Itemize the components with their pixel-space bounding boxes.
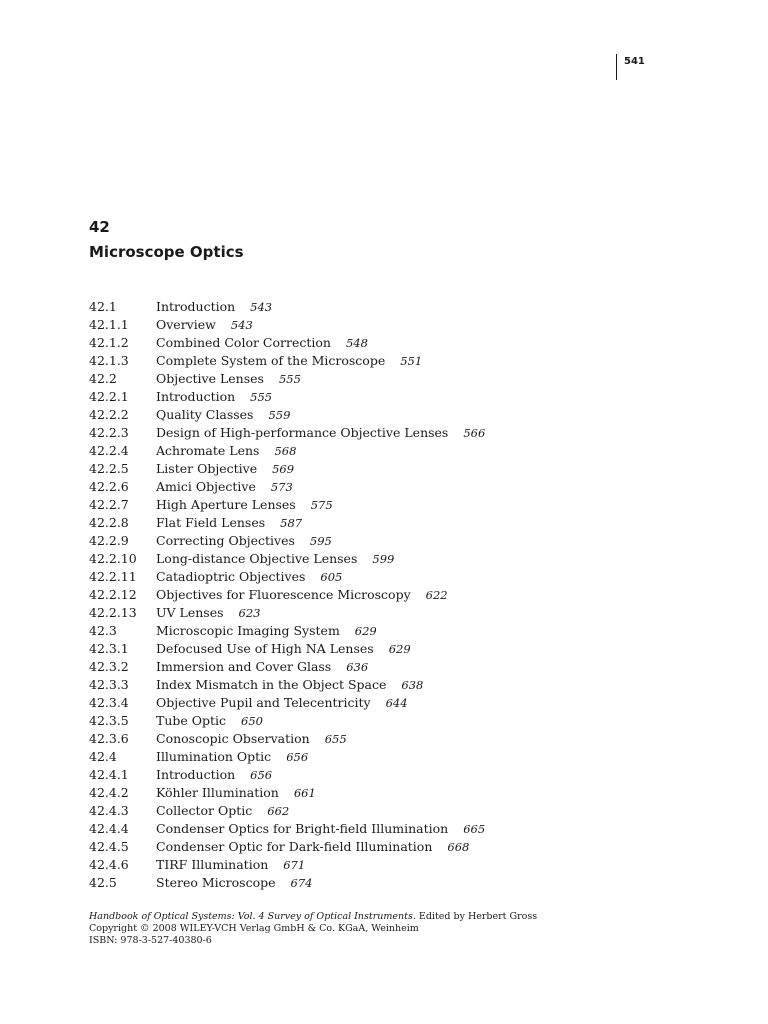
toc-entry [89, 874, 485, 892]
toc-entry-page: 644 [385, 696, 408, 710]
toc-entry-page: 629 [388, 642, 411, 656]
toc-entry-number: 42.4.5 [89, 839, 129, 854]
toc-entry-page: 650 [241, 714, 263, 728]
toc-entry-page: 543 [250, 300, 273, 314]
toc-entry-number: 42.2.6 [89, 479, 129, 494]
toc-entry-title: Objectives for Fluorescence Microscopy [156, 587, 411, 602]
toc-entry-number: 42.2.4 [89, 443, 129, 458]
toc-entry [89, 802, 485, 820]
toc-entry-page: 623 [238, 606, 261, 620]
toc-entry [89, 532, 485, 550]
toc-entry-number: 42.3.5 [89, 713, 129, 728]
toc-entry-title: Stereo Microscope [156, 875, 276, 890]
toc-entry-title: Catadioptric Objectives [156, 569, 306, 584]
toc-entry [89, 334, 485, 352]
toc-entry-page: 656 [286, 750, 309, 764]
footer-book-title: Handbook of Optical Systems: Vol. 4 Survey of Optical Instruments. [89, 911, 416, 922]
toc-entry-number: 42.4.2 [89, 785, 129, 800]
toc-entry-number: 42.4 [89, 749, 117, 764]
toc-entry-title: Complete System of the Microscope [156, 353, 386, 368]
footer-isbn: ISBN: 978-3-527-40380-6 [89, 935, 212, 946]
toc-entry-title: Combined Color Correction [156, 335, 331, 350]
toc-entry-title: Lister Objective [156, 461, 258, 476]
toc-entry [89, 370, 485, 388]
toc-entry-number: 42.4.4 [89, 821, 129, 836]
chapter-title: Microscope Optics [89, 243, 244, 261]
toc-entry-title: Quality Classes [156, 407, 254, 422]
toc-entry [89, 676, 485, 694]
toc-entry-page: 636 [346, 660, 369, 674]
toc-entry-number: 42.2.7 [89, 497, 129, 512]
toc-entry-page: 575 [310, 498, 333, 512]
toc-entry-number: 42.2.3 [89, 425, 129, 440]
toc-entry-page: 605 [320, 570, 343, 584]
toc-entry-number: 42.1 [89, 299, 117, 314]
toc-entry-number: 42.3.3 [89, 677, 129, 692]
toc-entry-page: 566 [463, 426, 486, 440]
toc-entry [89, 352, 485, 370]
toc-entry-number: 42.2.12 [89, 587, 137, 602]
toc-entry-page: 656 [250, 768, 273, 782]
toc-entry [89, 658, 485, 676]
toc-entry-title: Overview [156, 317, 216, 332]
toc-entry [89, 856, 485, 874]
toc-entry-page: 548 [345, 336, 368, 350]
toc-entry-page: 671 [283, 858, 306, 872]
toc-entry [89, 316, 485, 334]
toc-entry [89, 748, 485, 766]
toc-entry-title: Illumination Optic [156, 749, 272, 764]
toc-entry-number: 42.2.11 [89, 569, 137, 584]
toc-entry [89, 784, 485, 802]
toc-entry-number: 42.3.1 [89, 641, 129, 656]
toc-entry-number: 42.4.6 [89, 857, 129, 872]
toc-entry-page: 668 [447, 840, 470, 854]
toc-entry-title: Objective Lenses [156, 371, 264, 386]
toc-entry [89, 442, 485, 460]
toc-entry-title: Achromate Lens [156, 443, 260, 458]
footer-copyright: Copyright © 2008 WILEY-VCH Verlag GmbH & Co. KGaA, Weinheim [89, 923, 419, 934]
toc-entry-title: UV Lenses [156, 605, 224, 620]
toc-entry-number: 42.2.10 [89, 551, 137, 566]
toc-entry-title: Conoscopic Observation [156, 731, 310, 746]
toc-entry-page: 662 [267, 804, 290, 818]
toc-entry-page: 551 [400, 354, 423, 368]
toc-entry-title: Microscopic Imaging System [156, 623, 340, 638]
footer-citation [89, 911, 537, 923]
toc-entry [89, 496, 485, 514]
toc-entry-number: 42.3.6 [89, 731, 129, 746]
toc-entry-title: Köhler Illumination [156, 785, 279, 800]
toc-entry-number: 42.5 [89, 875, 117, 890]
toc-entry [89, 604, 485, 622]
toc-entry-title: Correcting Objectives [156, 533, 295, 548]
toc-entry-title: Flat Field Lenses [156, 515, 266, 530]
toc-entry [89, 712, 485, 730]
toc-entry [89, 514, 485, 532]
toc-entry-number: 42.1.1 [89, 317, 129, 332]
toc-entry-page: 629 [354, 624, 377, 638]
toc-entry [89, 820, 485, 838]
toc-entry-page: 595 [309, 534, 332, 548]
toc-entry [89, 568, 485, 586]
toc-entry [89, 640, 485, 658]
toc-entry-number: 42.2.13 [89, 605, 137, 620]
toc-entry-title: Objective Pupil and Telecentricity [156, 695, 371, 710]
chapter-number: 42 [89, 218, 110, 236]
toc-entry-number: 42.3.2 [89, 659, 129, 674]
page-number-rule [616, 54, 617, 80]
toc-entry-title: Design of High-performance Objective Lenses [156, 425, 449, 440]
toc-entry-page: 674 [290, 876, 313, 890]
toc-entry-number: 42.1.2 [89, 335, 129, 350]
toc-entry [89, 730, 485, 748]
toc-entry-page: 622 [425, 588, 448, 602]
toc-entry-number: 42.2 [89, 371, 117, 386]
toc-entry-title: High Aperture Lenses [156, 497, 296, 512]
toc-entry-number: 42.3 [89, 623, 117, 638]
toc-entry [89, 406, 485, 424]
toc-entry [89, 460, 485, 478]
toc-entry [89, 550, 485, 568]
footer [89, 911, 537, 947]
toc-entry-number: 42.2.9 [89, 533, 129, 548]
toc-entry [89, 478, 485, 496]
toc-entry-title: Introduction [156, 767, 236, 782]
toc-entry-page: 655 [324, 732, 347, 746]
toc-entry-title: Long-distance Objective Lenses [156, 551, 358, 566]
toc-entry-title: Condenser Optics for Bright-field Illumination [156, 821, 449, 836]
toc-entry-title: TIRF Illumination [156, 857, 269, 872]
toc-entry-page: 573 [270, 480, 293, 494]
toc-entry [89, 766, 485, 784]
toc-entry [89, 838, 485, 856]
toc-entry-page: 555 [250, 390, 273, 404]
toc-entry-page: 638 [401, 678, 424, 692]
toc-entry-page: 587 [280, 516, 303, 530]
toc-entry-number: 42.4.3 [89, 803, 129, 818]
toc-entry-page: 569 [272, 462, 295, 476]
toc-entry-page: 665 [463, 822, 486, 836]
toc-entry [89, 694, 485, 712]
toc-entry-title: Tube Optic [156, 713, 227, 728]
toc-entry-title: Amici Objective [156, 479, 256, 494]
toc-entry [89, 622, 485, 640]
toc-entry-title: Condenser Optic for Dark-field Illumination [156, 839, 433, 854]
footer-editor: Edited by Herbert Gross [415, 911, 538, 922]
toc-entry-number: 42.2.5 [89, 461, 129, 476]
toc-entry-page: 599 [372, 552, 395, 566]
toc-entry-page: 543 [230, 318, 253, 332]
toc-entry-title: Introduction [156, 389, 236, 404]
toc-entry-page: 568 [274, 444, 297, 458]
toc-entry-number: 42.1.3 [89, 353, 129, 368]
toc-entry [89, 388, 485, 406]
toc-entry [89, 424, 485, 442]
toc-entry [89, 586, 485, 604]
toc-entry-title: Immersion and Cover Glass [156, 659, 332, 674]
toc-entry-page: 555 [278, 372, 301, 386]
toc-entry-page: 559 [268, 408, 291, 422]
toc-entry-number: 42.3.4 [89, 695, 129, 710]
toc-entry-title: Index Mismatch in the Object Space [156, 677, 387, 692]
toc-entry [89, 298, 485, 316]
toc-entry-page: 661 [293, 786, 316, 800]
page-number: 541 [624, 56, 645, 67]
toc-entry-number: 42.2.1 [89, 389, 129, 404]
table-of-contents [89, 298, 485, 892]
toc-entry-title: Introduction [156, 299, 236, 314]
toc-entry-number: 42.2.8 [89, 515, 129, 530]
toc-entry-title: Collector Optic [156, 803, 253, 818]
toc-entry-title: Defocused Use of High NA Lenses [156, 641, 374, 656]
toc-entry-number: 42.2.2 [89, 407, 129, 422]
toc-entry-number: 42.4.1 [89, 767, 129, 782]
